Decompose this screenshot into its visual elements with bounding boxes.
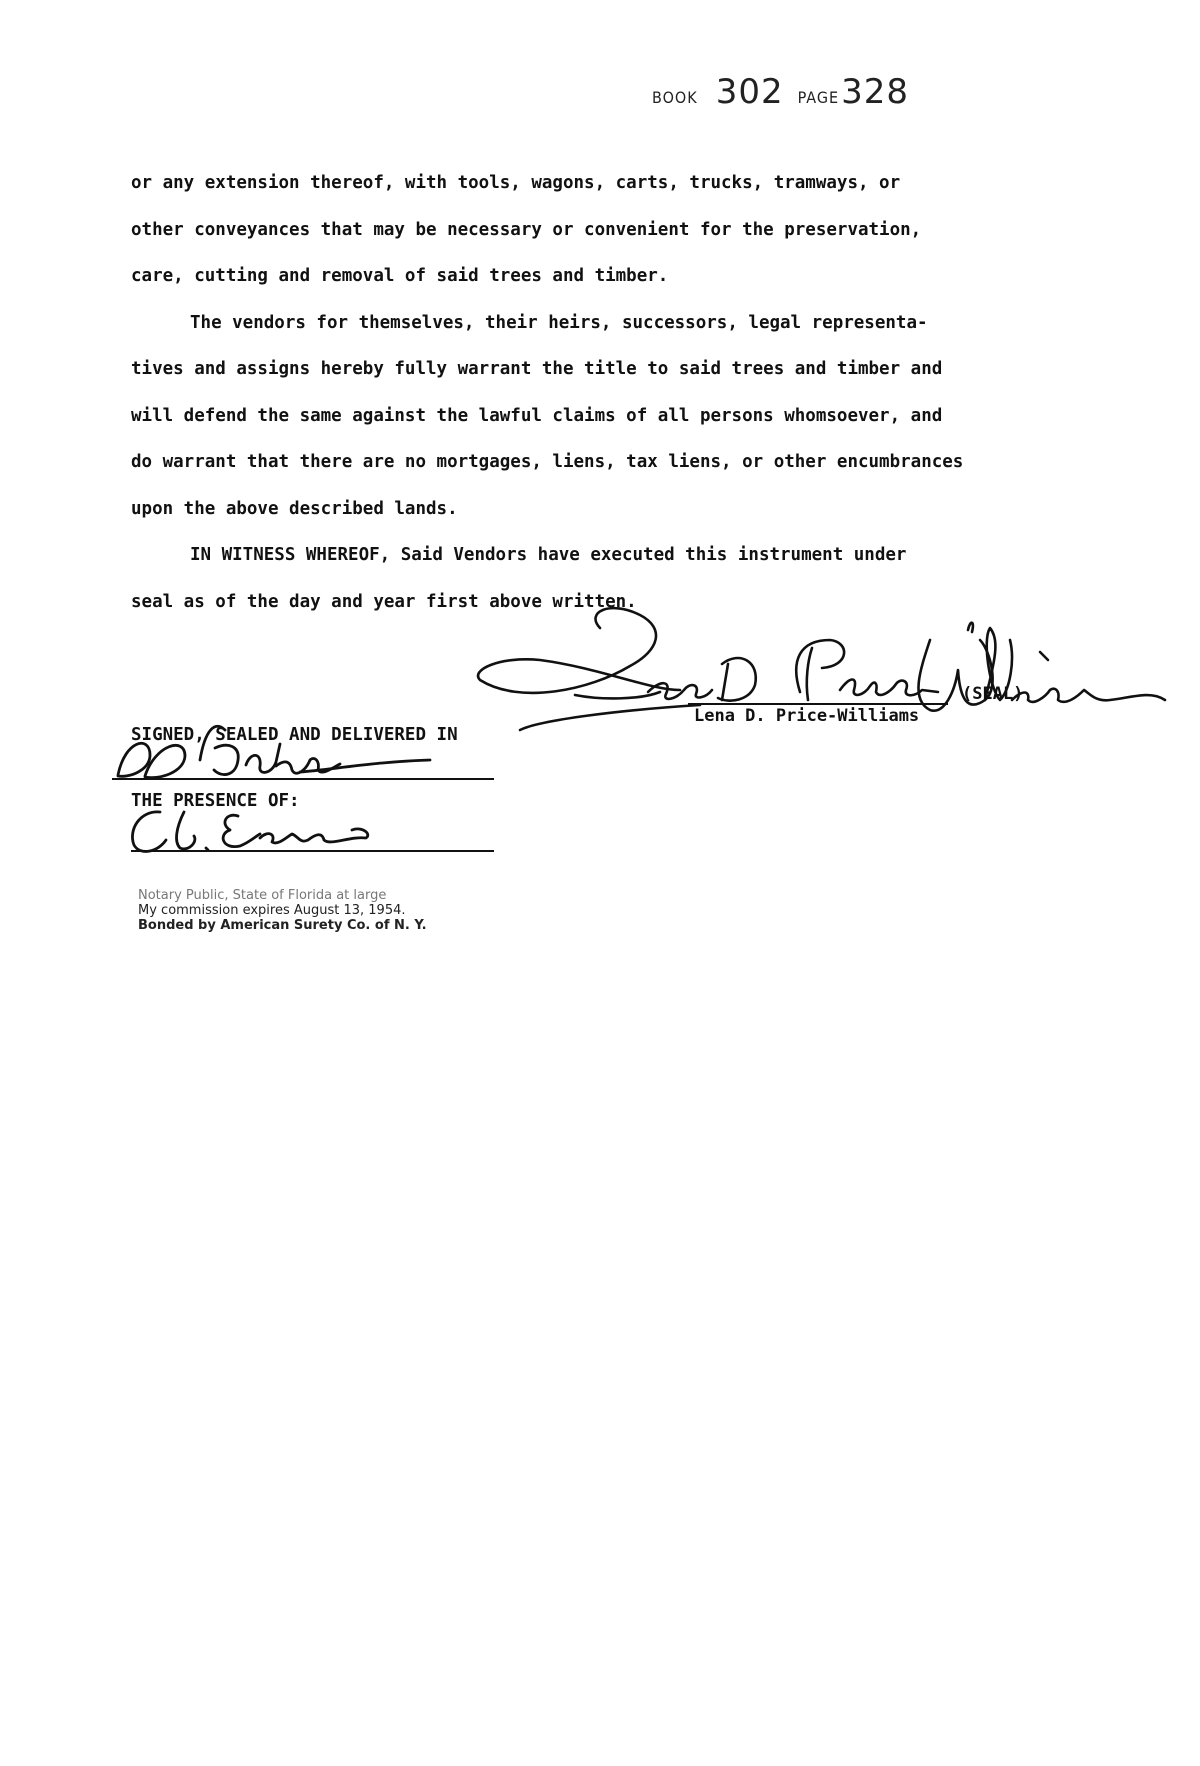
- book-label: BOOK: [652, 88, 698, 107]
- notary-line-2: My commission expires August 13, 1954.: [138, 903, 406, 918]
- signer-typed-name: Lena D. Price-Williams: [694, 706, 920, 726]
- body-line: other conveyances that may be necessary or convenient for the preservation,: [131, 219, 922, 240]
- body-line: will defend the same against the lawful claims of all persons whomsoever, and: [131, 405, 943, 426]
- body-line: tives and assigns hereby fully warrant the title to said trees and timber and: [131, 359, 943, 379]
- page-label: PAGE: [797, 88, 840, 107]
- body-line: or any extension thereof, with tools, wagons, carts, trucks, tramways, or: [131, 173, 901, 193]
- page-number: 328: [841, 72, 909, 112]
- body-line: upon the above described lands.: [131, 498, 458, 519]
- notary-stamp: [138, 888, 427, 933]
- body-line: do warrant that there are no mortgages, liens, tax liens, or other encumbrances: [131, 452, 964, 472]
- book-number: 302: [715, 72, 784, 112]
- notary-line-1: Notary Public, State of Florida at large: [138, 888, 387, 903]
- body-line: care, cutting and removal of said trees and timber.: [131, 266, 669, 286]
- presence-line-1: SIGNED, SEALED AND DELIVERED IN: [131, 725, 458, 745]
- body-line: The vendors for themselves, their heirs, successors, legal representa-: [190, 312, 928, 333]
- body-line: IN WITNESS WHEREOF, Said Vendors have executed this instrument under: [190, 545, 907, 565]
- notary-line-3: Bonded by American Surety Co. of N. Y.: [138, 918, 427, 933]
- body-line: seal as of the day and year first above written.: [131, 591, 637, 612]
- presence-line-2: THE PRESENCE OF:: [131, 791, 300, 811]
- seal-label: (SEAL): [962, 684, 1024, 704]
